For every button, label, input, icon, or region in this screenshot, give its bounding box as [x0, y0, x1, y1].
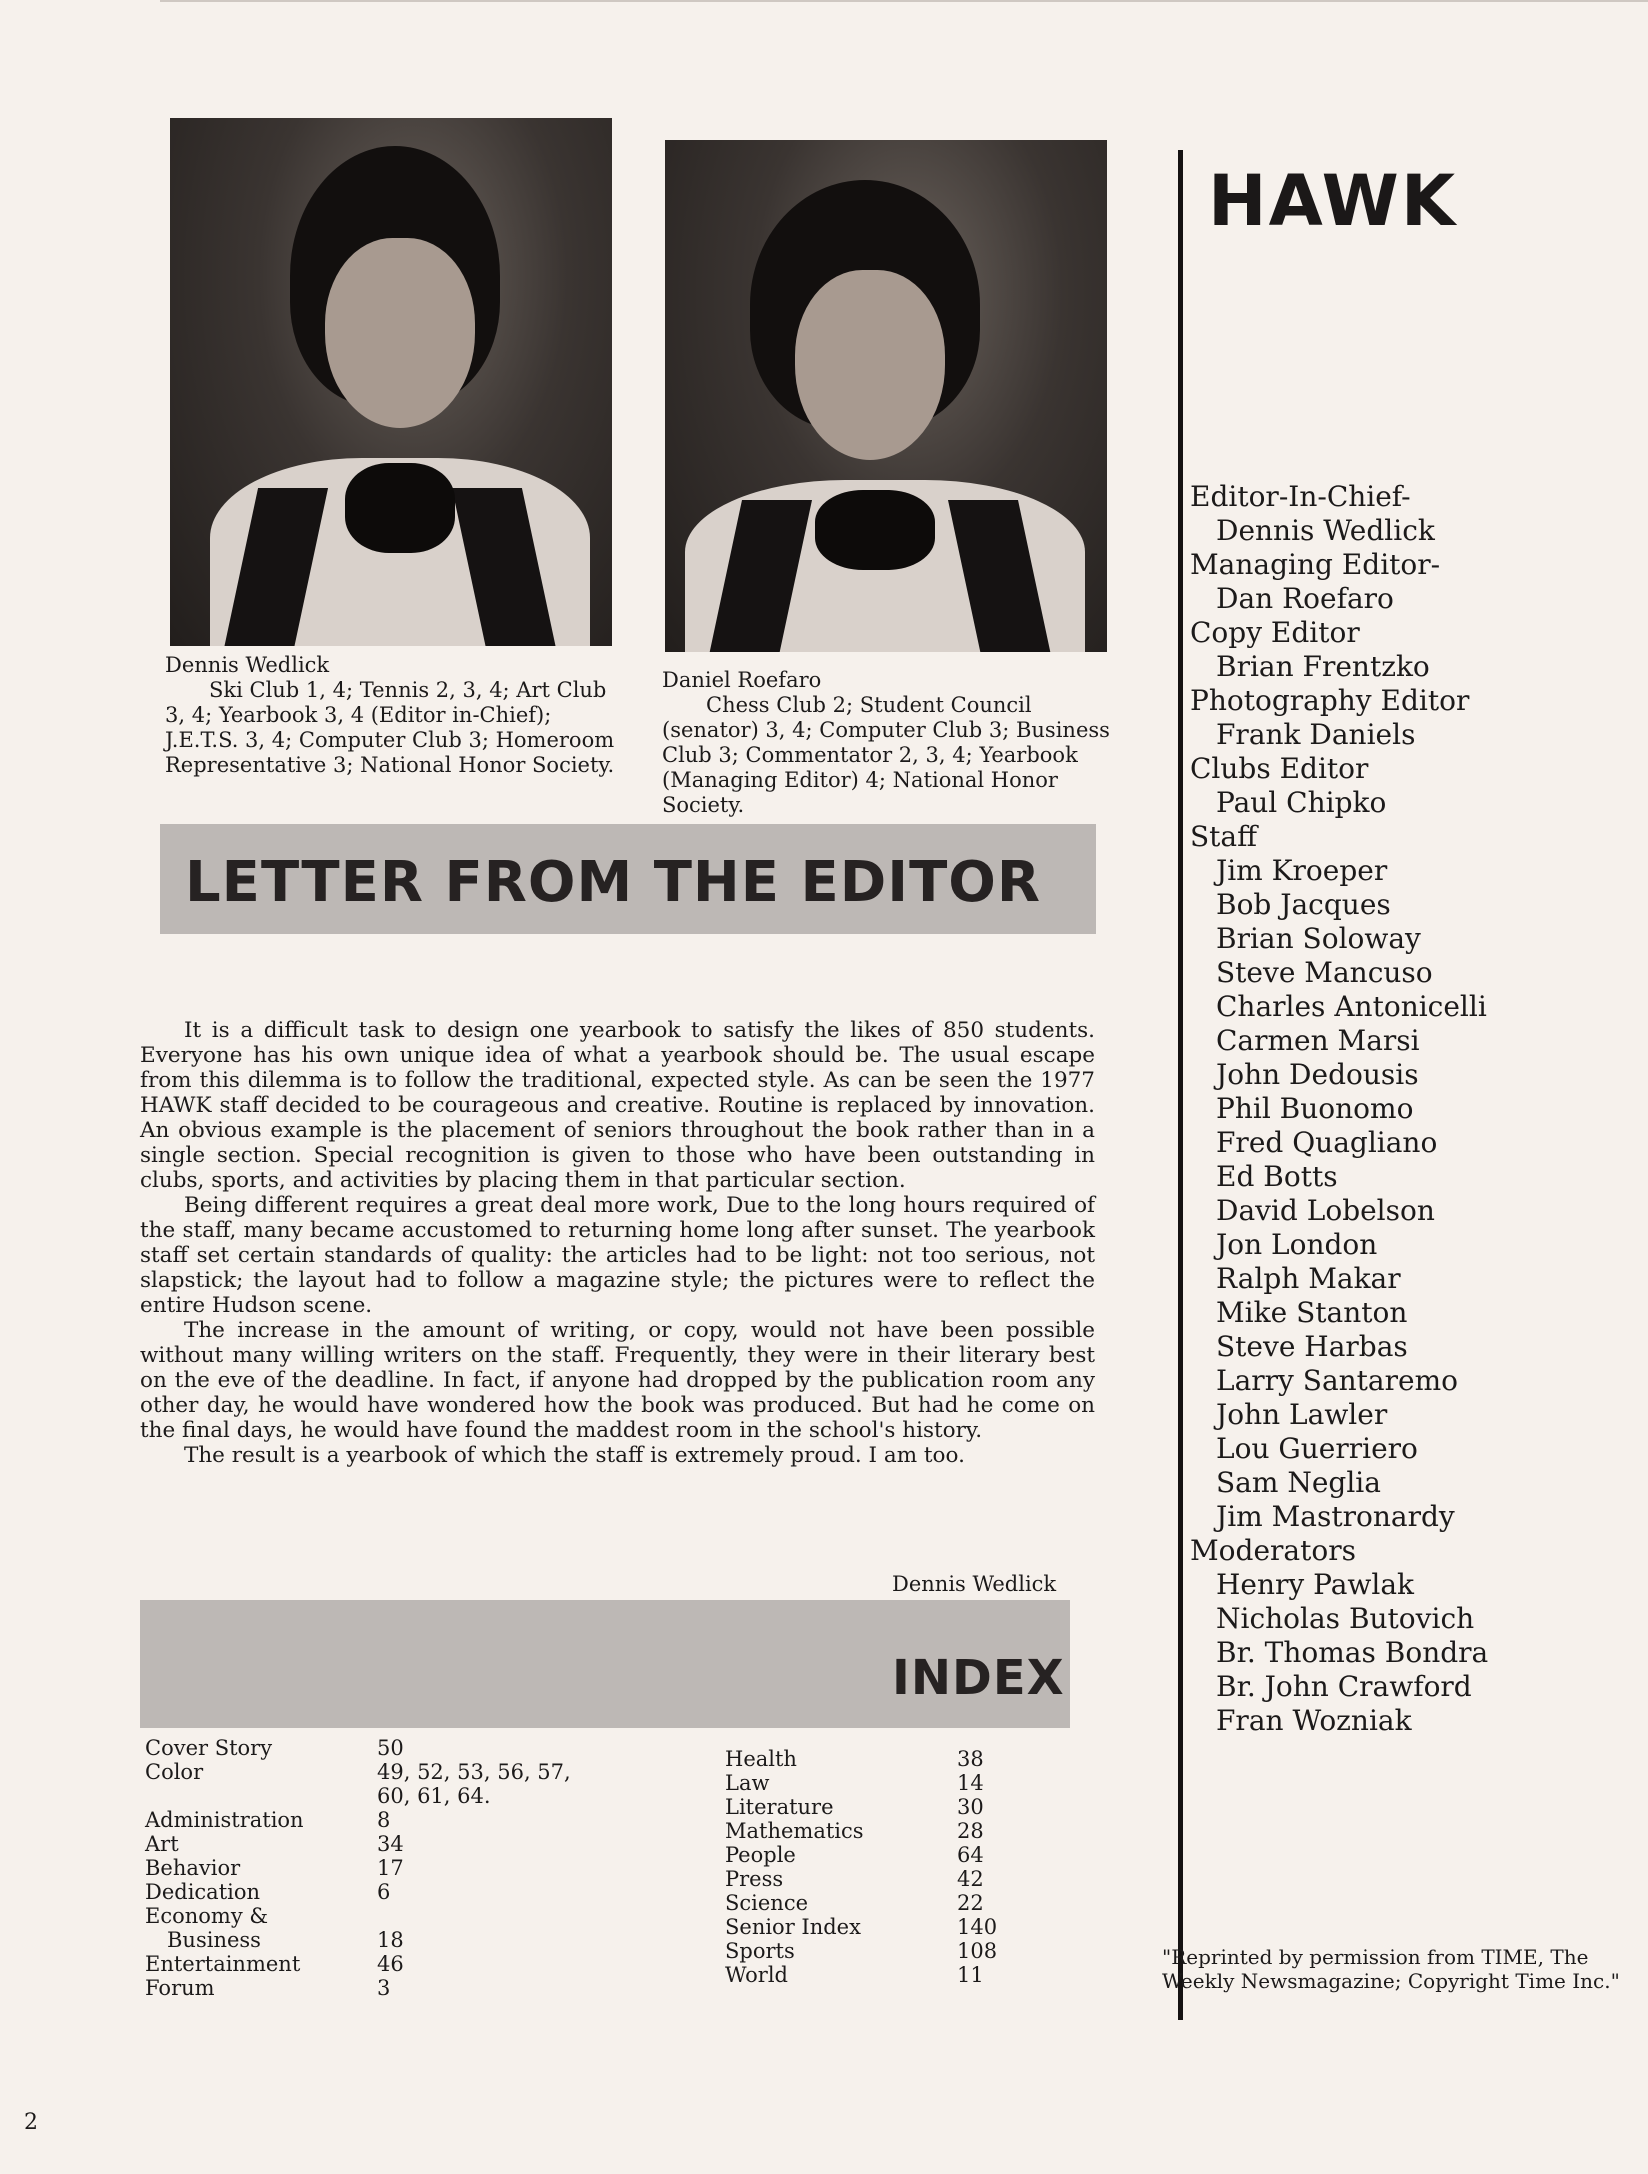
index-label: Entertainment — [145, 1952, 301, 1976]
masthead-role-heading: Clubs Editor — [1190, 752, 1369, 785]
masthead-staff-name: Charles Antonicelli — [1216, 990, 1487, 1023]
index-pages: 11 — [957, 1963, 984, 1987]
index-pages: 3 — [377, 1976, 391, 2000]
masthead-staff-name: John Lawler — [1216, 1398, 1388, 1431]
masthead-role-heading: Moderators — [1190, 1534, 1356, 1567]
index-entry — [725, 1963, 1045, 1987]
index-pages: 49, 52, 53, 56, 57, — [377, 1760, 571, 1784]
caption-daniel-roefaro — [662, 668, 1122, 818]
index-label: Art — [145, 1832, 179, 1856]
masthead-staff-name: Mike Stanton — [1216, 1296, 1408, 1329]
index-pages: 22 — [957, 1891, 984, 1915]
index-pages: 60, 61, 64. — [377, 1784, 491, 1808]
index-title: INDEX — [892, 1650, 1065, 1706]
index-label: Business — [167, 1928, 261, 1952]
letter-paragraph: It is a difficult task to design one yearbook to satisfy the likes of 850 students. Everyone has his own unique idea of what a yearbook should be. The usual escape from this dilemma is to follow the traditional, expected style. As can be seen the 1977 HAWK staff decided to be courageous and creative. Routine is replaced by innovation. An obvious example is the placement of seniors throughout the book rather than in a single section. Special recognition is given to those who have been outstanding in clubs, sports, and activities by placing them in that particular section. — [140, 1018, 1095, 1193]
letter-title: LETTER FROM THE EDITOR — [185, 850, 1042, 915]
index-label: Sports — [725, 1939, 795, 1963]
index-label: Cover Story — [145, 1736, 273, 1760]
index-left-column — [145, 1736, 585, 2000]
masthead-staff-list — [1190, 480, 1488, 1738]
masthead-role-heading: Editor-In-Chief- — [1190, 480, 1411, 513]
index-label: Dedication — [145, 1880, 261, 1904]
index-entry — [145, 1880, 585, 1904]
masthead-role-heading: Photography Editor — [1190, 684, 1470, 717]
index-entry — [145, 1928, 585, 1952]
masthead-staff-name: Steve Mancuso — [1216, 956, 1433, 989]
masthead-staff-name: Carmen Marsi — [1216, 1024, 1420, 1057]
masthead-staff-name: John Dedousis — [1216, 1058, 1419, 1091]
masthead-staff-name: Brian Frentzko — [1216, 650, 1430, 683]
index-entry — [145, 1784, 585, 1808]
masthead-staff-name: Paul Chipko — [1216, 786, 1387, 819]
masthead-staff-name: David Lobelson — [1216, 1194, 1435, 1227]
masthead-title: HAWK — [1208, 160, 1458, 242]
index-pages: 34 — [377, 1832, 404, 1856]
masthead-staff-name: Lou Guerriero — [1216, 1432, 1418, 1465]
index-entry — [145, 1952, 585, 1976]
index-entry — [145, 1856, 585, 1880]
masthead-staff-name: Dan Roefaro — [1216, 582, 1394, 615]
index-entry — [145, 1832, 585, 1856]
index-pages: 46 — [377, 1952, 404, 1976]
masthead-staff-name: Fred Quagliano — [1216, 1126, 1438, 1159]
index-label: Science — [725, 1891, 809, 1915]
index-label: Press — [725, 1867, 784, 1891]
index-pages: 18 — [377, 1928, 404, 1952]
index-label: Forum — [145, 1976, 215, 2000]
index-entry — [725, 1819, 1045, 1843]
index-label: Administration — [145, 1808, 304, 1832]
masthead-staff-name: Bob Jacques — [1216, 888, 1391, 921]
masthead-staff-name: Br. Thomas Bondra — [1216, 1636, 1489, 1669]
portrait-photo-daniel-roefaro — [665, 140, 1107, 652]
masthead-role-heading: Staff — [1190, 820, 1258, 853]
index-pages: 42 — [957, 1867, 984, 1891]
index-entry — [725, 1843, 1045, 1867]
masthead-staff-name: Nicholas Butovich — [1216, 1602, 1475, 1635]
index-entry — [145, 1976, 585, 2000]
masthead-staff-name: Ralph Makar — [1216, 1262, 1401, 1295]
index-entry — [725, 1771, 1045, 1795]
masthead-staff-name: Ed Botts — [1216, 1160, 1338, 1193]
index-pages: 17 — [377, 1856, 404, 1880]
index-label: Behavior — [145, 1856, 241, 1880]
index-pages: 108 — [957, 1939, 998, 1963]
masthead-staff-name: Fran Wozniak — [1216, 1704, 1412, 1737]
index-label: World — [725, 1963, 788, 1987]
letter-paragraph: The increase in the amount of writing, or copy, would not have been possible without many willing writers on the staff. Frequently, they were in their literary best on the eve of the deadline. In fact, if anyone had dropped by the publication room any other day, he would have wondered how the book was produced. But had he come on the final days, he would have found the maddest room in the school's history. — [140, 1318, 1095, 1443]
masthead-role-heading: Copy Editor — [1190, 616, 1360, 649]
index-entry — [725, 1795, 1045, 1819]
index-entry — [145, 1808, 585, 1832]
index-entry — [145, 1736, 585, 1760]
index-pages: 28 — [957, 1819, 984, 1843]
letter-paragraph: Being different requires a great deal more work, Due to the long hours required of the staff, many became accustomed to returning home long after sunset. The yearbook staff set certain standards of quality: the articles had to be light: not too serious, not slapstick; the layout had to follow a magazine style; the pictures were to reflect the entire Hudson scene. — [140, 1193, 1095, 1318]
caption-dennis-wedlick — [165, 653, 625, 778]
masthead-divider — [1178, 150, 1183, 2020]
index-entry — [725, 1747, 1045, 1771]
index-pages: 14 — [957, 1771, 984, 1795]
top-rule — [160, 0, 1648, 2]
index-entry — [145, 1904, 585, 1928]
masthead-staff-name: Dennis Wedlick — [1216, 514, 1435, 547]
masthead-staff-name: Larry Santaremo — [1216, 1364, 1458, 1397]
masthead-role-heading: Managing Editor- — [1190, 548, 1441, 581]
index-pages: 140 — [957, 1915, 998, 1939]
masthead-staff-name: Br. John Crawford — [1216, 1670, 1472, 1703]
letter-signature: Dennis Wedlick — [892, 1572, 1057, 1596]
masthead-staff-name: Frank Daniels — [1216, 718, 1416, 751]
caption-activities: Chess Club 2; Student Council (senator) 3, 4; Computer Club 3; Business Club 3; Commentator 2, 3, 4; Yearbook (Managing Editor) 4; National Honor Society. — [662, 693, 1110, 817]
index-entry — [725, 1891, 1045, 1915]
index-label: Color — [145, 1760, 204, 1784]
index-label: Senior Index — [725, 1915, 861, 1939]
letter-paragraph: The result is a yearbook of which the staff is extremely proud. I am too. — [184, 1443, 965, 1468]
masthead-staff-name: Jim Kroeper — [1216, 854, 1388, 887]
time-reprint-credit: "Reprinted by permission from TIME, The Weekly Newsmagazine; Copyright Time Inc." — [1162, 1945, 1620, 1993]
index-pages: 38 — [957, 1747, 984, 1771]
index-pages: 50 — [377, 1736, 404, 1760]
masthead-staff-name: Sam Neglia — [1216, 1466, 1381, 1499]
index-pages: 30 — [957, 1795, 984, 1819]
index-pages: 6 — [377, 1880, 391, 1904]
caption-name: Dennis Wedlick — [165, 653, 330, 677]
index-label: Law — [725, 1771, 770, 1795]
masthead-staff-name: Brian Soloway — [1216, 922, 1421, 955]
masthead-staff-name: Phil Buonomo — [1216, 1092, 1414, 1125]
index-label: Economy & — [145, 1904, 269, 1928]
caption-activities: Ski Club 1, 4; Tennis 2, 3, 4; Art Club 3, 4; Yearbook 3, 4 (Editor in-Chief); J.E.T.S. 3, 4; Computer Club 3; Homeroom Representative 3; National Honor Society. — [165, 678, 615, 777]
index-entry — [725, 1867, 1045, 1891]
index-entry — [725, 1915, 1045, 1939]
masthead-staff-name: Jim Mastronardy — [1216, 1500, 1455, 1533]
index-label: People — [725, 1843, 796, 1867]
caption-name: Daniel Roefaro — [662, 668, 822, 692]
index-label: Mathematics — [725, 1819, 864, 1843]
index-label: Health — [725, 1747, 797, 1771]
portrait-photo-dennis-wedlick — [170, 118, 612, 646]
masthead-staff-name: Henry Pawlak — [1216, 1568, 1414, 1601]
index-entry — [725, 1939, 1045, 1963]
index-right-column — [725, 1747, 1045, 1987]
index-pages: 8 — [377, 1808, 391, 1832]
index-label: Literature — [725, 1795, 834, 1819]
masthead-staff-name: Jon London — [1216, 1228, 1378, 1261]
letter-body — [140, 1018, 1095, 1468]
index-pages: 64 — [957, 1843, 984, 1867]
page-number: 2 — [24, 2110, 38, 2135]
masthead-staff-name: Steve Harbas — [1216, 1330, 1408, 1363]
index-entry — [145, 1760, 585, 1784]
